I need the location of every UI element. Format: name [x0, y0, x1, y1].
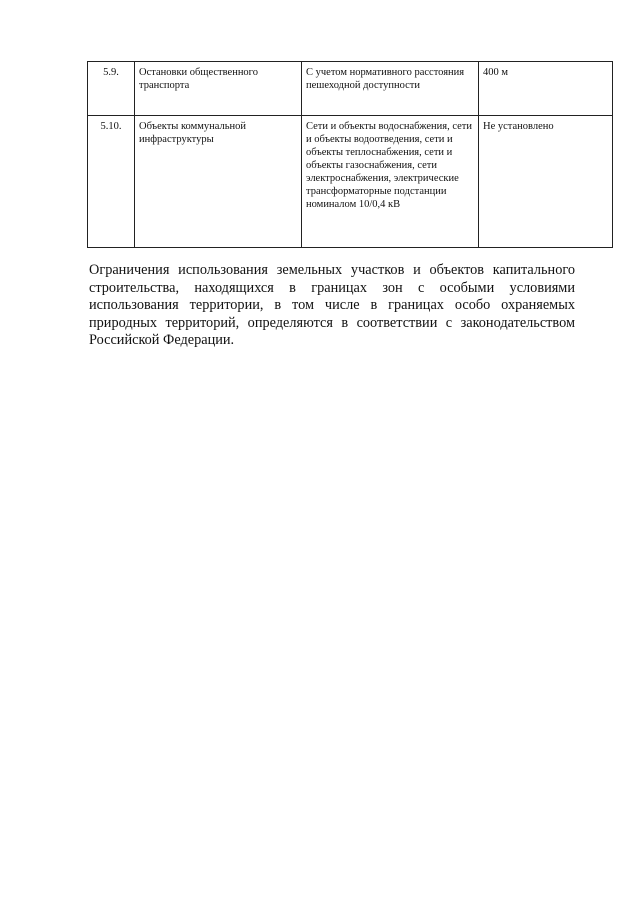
object-name: Остановки общественного транспорта [135, 62, 302, 116]
restrictions-paragraph: Ограничения использования земельных участков и объектов капитального строительства, находящихся в границах зон с особыми условиями использования территории, в том числе в границах особо охраняемых природных территорий, определяются в соответствии с законодательством Российской Федерации. [89, 262, 575, 348]
condition-text: Сети и объекты водоснабжения, сети и объекты водоотведения, сети и объекты теплоснабжения, сети и объекты газоснабжения, сети электроснабжения, электрические трансформаторные подстанции номиналом 10/0,4 кВ [302, 116, 479, 248]
distance-value: Не установлено [479, 116, 613, 248]
distance-value: 400 м [479, 62, 613, 116]
row-number: 5.10. [88, 116, 135, 248]
condition-text: С учетом нормативного расстояния пешеходной доступности [302, 62, 479, 116]
zoning-table [87, 61, 613, 248]
row-number: 5.9. [88, 62, 135, 116]
table-row [88, 116, 613, 248]
table-row [88, 62, 613, 116]
object-name: Объекты коммунальной инфраструктуры [135, 116, 302, 248]
